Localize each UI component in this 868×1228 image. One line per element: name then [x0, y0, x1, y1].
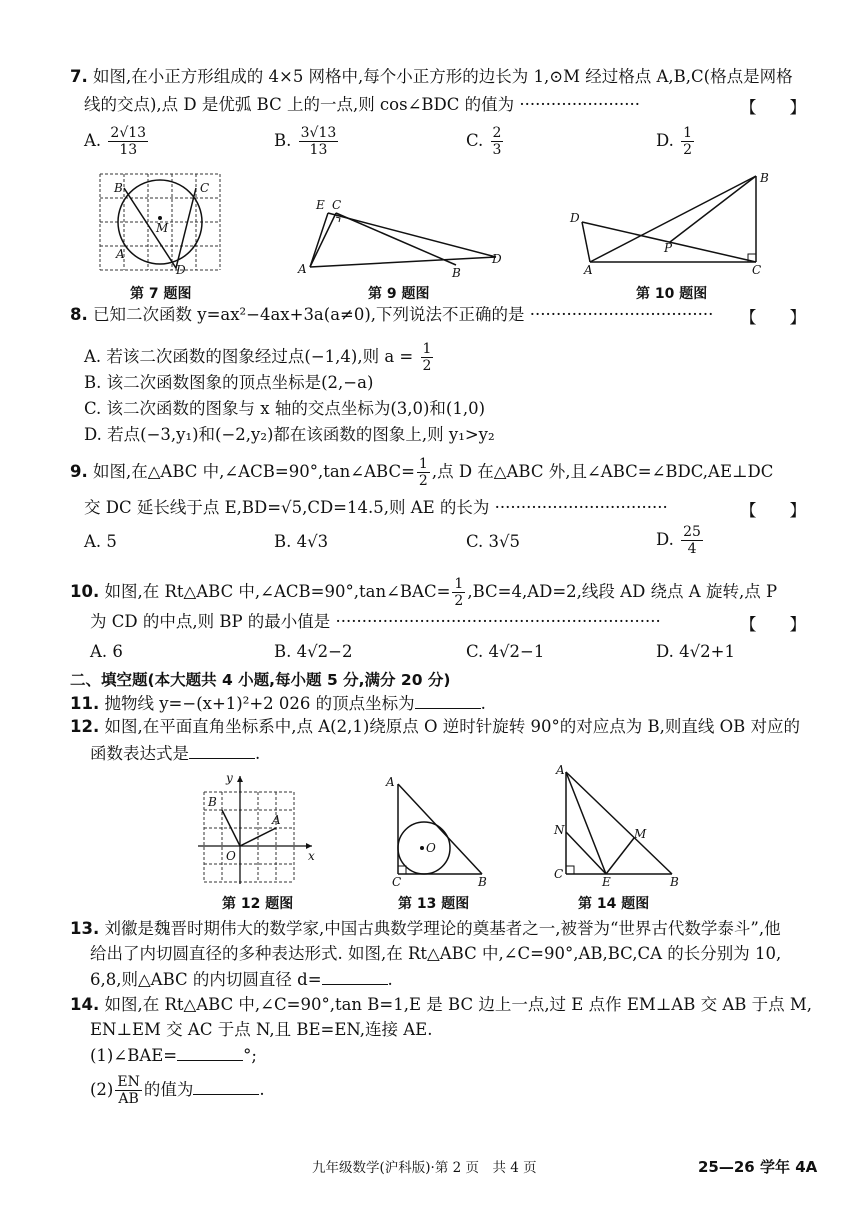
- q9-option-c: C. 3√5: [466, 532, 521, 551]
- svg-text:A: A: [116, 247, 125, 261]
- svg-text:M: M: [156, 221, 169, 235]
- q10-text1b: ,BC=4,AD=2,线段 AD 绕点 A 旋转,点 P: [467, 582, 778, 601]
- q7-option-d-numerator: 1: [683, 125, 693, 141]
- q9-line2: 交 DC 延长线于点 E,BD=√5,CD=14.5,则 AE 的长为 ·································: [84, 498, 668, 517]
- q14-part2: [90, 1074, 808, 1107]
- q10-tan-numerator: 1: [454, 576, 464, 592]
- q14-part2-end: .: [259, 1080, 265, 1099]
- q12-text1: 如图,在平面直角坐标系中,点 A(2,1)绕原点 O 逆时针旋转 90°的对应点为 B,则直线 OB 对应的: [104, 717, 801, 736]
- svg-text:C: C: [332, 198, 342, 212]
- q14-part2-blank[interactable]: [193, 1078, 259, 1095]
- q12-line2: [90, 742, 808, 765]
- q14-number: 14.: [70, 995, 100, 1014]
- svg-text:B: B: [114, 181, 123, 195]
- q9-tan-denominator: 2: [418, 473, 428, 489]
- q8-answer-bracket: 【 】: [740, 308, 806, 327]
- q8-option-d: D. 若点(−3,y₁)和(−2,y₂)都在该函数的图象上,则 y₁>y₂: [84, 425, 495, 444]
- q9-tan-fraction: [417, 456, 430, 489]
- q13-line1: [70, 918, 808, 940]
- q7-option-c-denominator: 3: [492, 142, 502, 158]
- svg-text:B: B: [760, 171, 769, 185]
- figure-13-incircle: [382, 772, 494, 888]
- q7-line2: [70, 94, 808, 116]
- q7-option-c-numerator: 2: [492, 125, 502, 141]
- figure-12-caption: 第 12 题图: [222, 896, 294, 912]
- q14-part2-text: 的值为: [143, 1080, 194, 1099]
- q7-line1: [70, 66, 808, 88]
- q7-option-d-denominator: 2: [683, 142, 693, 158]
- svg-text:E: E: [602, 875, 611, 888]
- q14-part1: [90, 1044, 808, 1067]
- q7-option-d: [656, 125, 696, 158]
- svg-text:B: B: [208, 795, 217, 809]
- q12-answer-blank[interactable]: [189, 742, 255, 759]
- q14-line1: [70, 994, 812, 1016]
- page-footer: 九年级数学(沪科版)·第 2 页 共 4 页: [312, 1160, 537, 1176]
- q8-number: 8.: [70, 305, 88, 324]
- q13-text3: 6,8,则△ABC 的内切圆直径 d=: [90, 970, 322, 989]
- q8-option-a: [84, 341, 808, 374]
- q14-part2-prefix: (2): [90, 1080, 114, 1099]
- q7-option-b-numerator: 3√13: [300, 125, 337, 141]
- svg-text:C: C: [752, 263, 762, 277]
- q14-part2-fraction: [115, 1074, 141, 1107]
- q7-option-c-letter: C.: [466, 131, 484, 150]
- q8-option-b: B. 该二次函数图象的顶点坐标是(2,−a): [84, 373, 374, 392]
- figure-12-coordinate-grid: [196, 772, 322, 888]
- q7-number: 7.: [70, 67, 88, 86]
- q14-part1-text: (1)∠BAE=: [90, 1046, 178, 1065]
- q12-end: .: [255, 744, 261, 763]
- q14-part2-numerator: EN: [117, 1074, 140, 1090]
- q9-option-d: [656, 524, 705, 557]
- figure-9-triangle: [296, 193, 510, 277]
- q12-line1: [70, 716, 808, 738]
- q7-option-a-numerator: 2√13: [110, 125, 147, 141]
- q7-option-a-denominator: 13: [119, 142, 138, 158]
- q14-part2-denominator: AB: [118, 1091, 139, 1107]
- svg-text:y: y: [226, 772, 233, 785]
- q9-option-d-fraction: [681, 524, 703, 557]
- q13-end: .: [387, 970, 393, 989]
- q7-option-a-fraction: [108, 125, 148, 158]
- q11: [70, 692, 808, 715]
- q9-answer-bracket: 【 】: [740, 501, 806, 520]
- q8-option-c: C. 该二次函数的图象与 x 轴的交点坐标为(3,0)和(1,0): [84, 399, 486, 418]
- q10-option-b: B. 4√2−2: [274, 642, 353, 661]
- q7-option-b-fraction: [299, 125, 339, 158]
- q7-option-b-letter: B.: [274, 131, 292, 150]
- q9-option-d-numerator: 25: [683, 524, 701, 540]
- q13-line2: 给出了内切圆直径的多种表达形式. 如图,在 Rt△ABC 中,∠C=90°,AB,BC,CA 的长分别为 10,: [90, 944, 782, 963]
- svg-text:A: A: [584, 263, 593, 277]
- q10-line2: 为 CD 的中点,则 BP 的最小值是 ······························································: [90, 612, 661, 631]
- svg-text:B: B: [670, 875, 679, 888]
- q7-option-a: [84, 125, 150, 158]
- q8-option-a-numerator: 1: [422, 341, 432, 357]
- svg-text:C: C: [554, 867, 564, 881]
- svg-text:C: C: [200, 181, 210, 195]
- q8-stem: [70, 304, 808, 326]
- svg-text:O: O: [226, 849, 236, 863]
- q13-line3: [90, 968, 808, 991]
- figure-7-grid-circle: [96, 170, 230, 276]
- q8-option-a-text: A. 若该二次函数的图象经过点(−1,4),则 a =: [84, 347, 414, 366]
- q9-text1b: ,点 D 在△ABC 外,且∠ABC=∠BDC,AE⊥DC: [431, 462, 774, 481]
- q10-answer-bracket: 【 】: [740, 615, 806, 634]
- q8-text: 已知二次函数 y=ax²−4ax+3a(a≠0),下列说法不正确的是 ···································: [93, 305, 714, 324]
- q8-option-a-denominator: 2: [422, 358, 432, 374]
- q10-tan-fraction: [452, 576, 465, 609]
- q11-number: 11.: [70, 694, 100, 713]
- svg-text:B: B: [452, 266, 461, 277]
- q13-number: 13.: [70, 919, 100, 938]
- q7-option-d-letter: D.: [656, 131, 674, 150]
- svg-text:M: M: [634, 827, 647, 841]
- q13-answer-blank[interactable]: [322, 968, 388, 985]
- q10-number: 10.: [70, 582, 100, 601]
- q10-option-a: A. 6: [90, 642, 123, 661]
- svg-text:C: C: [392, 875, 402, 888]
- q14-text1: 如图,在 Rt△ABC 中,∠C=90°,tan B=1,E 是 BC 边上一点,过 E 点作 EM⊥AB 交 AB 于点 M,: [104, 995, 812, 1014]
- svg-text:P: P: [664, 241, 673, 255]
- svg-text:D: D: [492, 252, 502, 266]
- q7-option-a-letter: A.: [84, 131, 102, 150]
- svg-text:A: A: [272, 813, 281, 827]
- q7-option-c-fraction: [491, 125, 504, 158]
- q9-line1: [70, 456, 808, 489]
- figure-14-caption: 第 14 题图: [578, 896, 650, 912]
- svg-text:D: D: [570, 211, 580, 225]
- q14-line2: EN⊥EM 交 AC 于点 N,且 BE=EN,连接 AE.: [90, 1020, 433, 1039]
- figure-13-caption: 第 13 题图: [398, 896, 470, 912]
- q9-number: 9.: [70, 462, 88, 481]
- q9-option-a: A. 5: [84, 532, 117, 551]
- figure-10-triangle: [566, 168, 780, 278]
- q8-option-a-fraction: [421, 341, 434, 374]
- q7-option-b-denominator: 13: [309, 142, 328, 158]
- q10-line1: [70, 576, 808, 609]
- q9-tan-numerator: 1: [418, 456, 428, 472]
- q10-option-c: C. 4√2−1: [466, 642, 545, 661]
- q14-part1-blank[interactable]: [177, 1044, 243, 1061]
- svg-text:A: A: [556, 763, 565, 777]
- q14-part1-end: °;: [243, 1046, 257, 1065]
- q12-text2: 函数表达式是: [90, 744, 189, 763]
- page-footer-code: 25—26 学年 4A: [698, 1158, 818, 1176]
- q9-option-d-denominator: 4: [687, 541, 697, 557]
- figure-9-caption: 第 9 题图: [368, 286, 430, 302]
- q10-option-d: D. 4√2+1: [656, 642, 735, 661]
- figure-14-triangle: [548, 762, 682, 888]
- q11-end: .: [480, 694, 486, 713]
- svg-text:N: N: [554, 823, 565, 837]
- figure-7-caption: 第 7 题图: [130, 286, 192, 302]
- svg-text:O: O: [426, 841, 436, 855]
- svg-text:E: E: [316, 198, 325, 212]
- q12-number: 12.: [70, 717, 100, 736]
- q10-text1a: 如图,在 Rt△ABC 中,∠ACB=90°,tan∠BAC=: [104, 582, 451, 601]
- q7-option-c: [466, 125, 505, 158]
- q9-option-b: B. 4√3: [274, 532, 329, 551]
- section-fill-in-title: 二、填空题(本大题共 4 小题,每小题 5 分,满分 20 分): [70, 671, 451, 689]
- q9-option-d-letter: D.: [656, 530, 674, 549]
- q7-option-b: [274, 125, 340, 158]
- q10-tan-denominator: 2: [454, 593, 464, 609]
- figure-10-caption: 第 10 题图: [636, 286, 708, 302]
- q13-text1: 刘徽是魏晋时期伟大的数学家,中国古典数学理论的奠基者之一,被誉为“世界古代数学泰斗”,他: [104, 919, 781, 938]
- svg-text:B: B: [478, 875, 487, 888]
- q7-answer-bracket: 【 】: [740, 98, 806, 117]
- svg-text:A: A: [298, 262, 307, 276]
- svg-text:A: A: [386, 775, 395, 789]
- svg-text:x: x: [308, 849, 315, 863]
- q11-answer-blank[interactable]: [415, 692, 481, 709]
- svg-text:D: D: [176, 263, 186, 276]
- q7-option-d-fraction: [681, 125, 694, 158]
- q7-text1: 如图,在小正方形组成的 4×5 网格中,每个小正方形的边长为 1,⊙M 经过格点 A,B,C(格点是网格: [93, 67, 793, 86]
- q9-text1a: 如图,在△ABC 中,∠ACB=90°,tan∠ABC=: [93, 462, 415, 481]
- q7-text2: 线的交点),点 D 是优弧 BC 上的一点,则 cos∠BDC 的值为 ·······················: [84, 95, 641, 114]
- q11-text: 抛物线 y=−(x+1)²+2 026 的顶点坐标为: [104, 694, 415, 713]
